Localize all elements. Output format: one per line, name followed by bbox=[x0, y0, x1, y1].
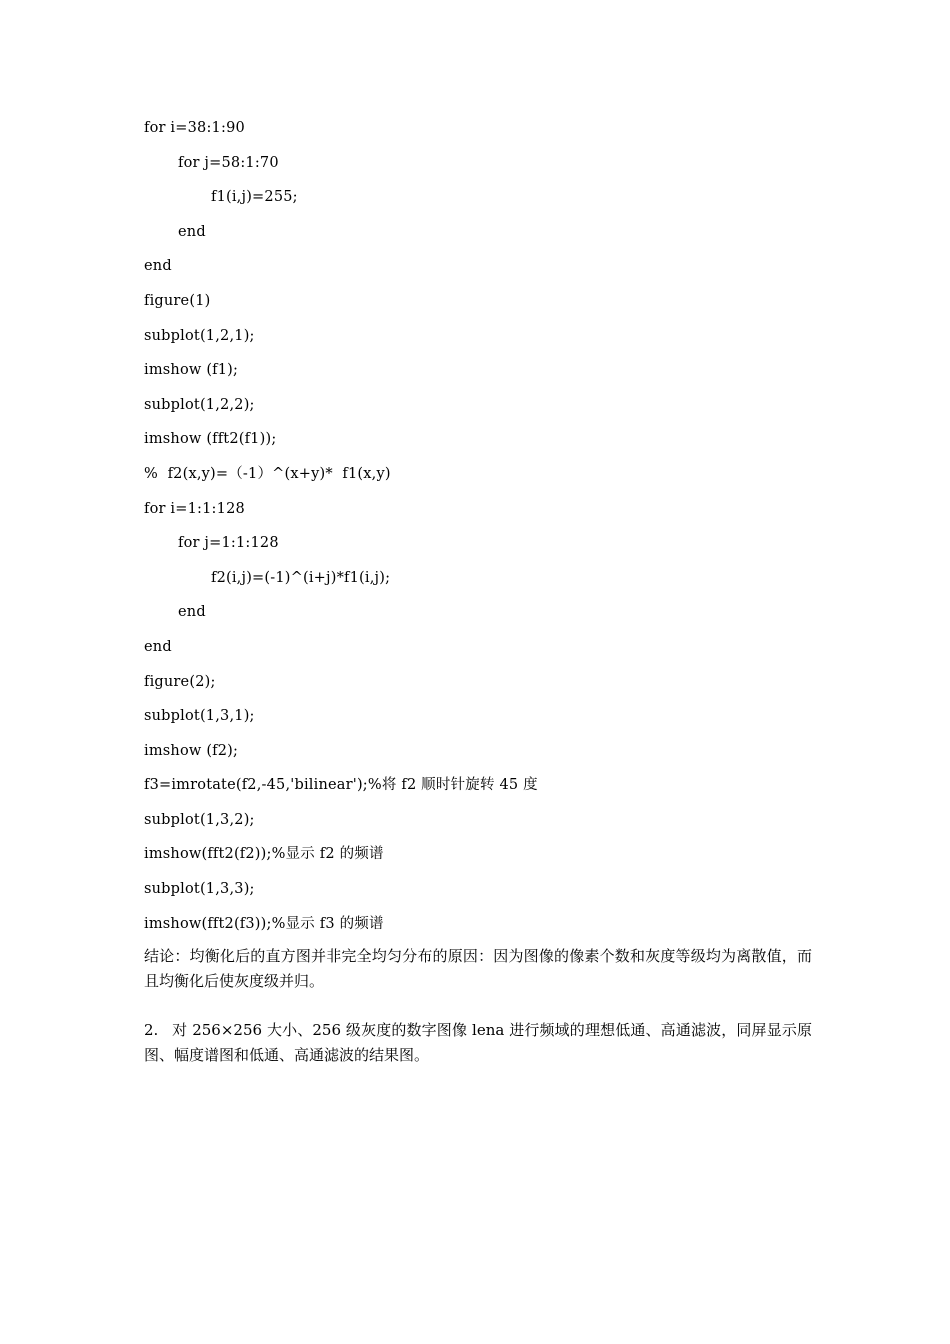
task-paragraph bbox=[144, 1018, 812, 1068]
code-line: imshow (fft2(f1)); bbox=[144, 431, 277, 448]
code-line: imshow (f2); bbox=[144, 742, 239, 759]
code-line: for i=1:1:128 bbox=[144, 500, 245, 517]
code-line: subplot(1,3,2); bbox=[144, 811, 255, 828]
code-line: end bbox=[178, 604, 206, 621]
code-line: for j=58:1:70 bbox=[178, 154, 279, 171]
code-line: imshow(fft2(f2));%显示 f2 的频谱 bbox=[144, 846, 384, 863]
code-line: subplot(1,3,3); bbox=[144, 881, 255, 898]
code-line: f2(i,j)=(-1)^(i+j)*f1(i,j); bbox=[211, 569, 391, 586]
code-line: end bbox=[178, 223, 206, 240]
code-line: f1(i,j)=255; bbox=[211, 189, 298, 206]
code-comment-line: % f2(x,y)=（-1）^(x+y)* f1(x,y) bbox=[144, 465, 391, 482]
code-line: imshow (f1); bbox=[144, 362, 239, 379]
code-line: imshow(fft2(f3));%显示 f3 的频谱 bbox=[144, 915, 384, 932]
code-line: f3=imrotate(f2,-45,'bilinear');%将 f2 顺时针旋转 45 度 bbox=[144, 777, 538, 794]
code-line: end bbox=[144, 638, 172, 655]
code-line: figure(2); bbox=[144, 673, 216, 690]
code-line: subplot(1,2,1); bbox=[144, 327, 255, 344]
code-line: for j=1:1:128 bbox=[178, 535, 279, 552]
matlab-code-block bbox=[144, 117, 824, 947]
code-line: subplot(1,3,1); bbox=[144, 708, 255, 725]
code-line: figure(1) bbox=[144, 292, 211, 309]
conclusion-paragraph: 结论：均衡化后的直方图并非完全均匀分布的原因：因为图像的像素个数和灰度等级均为离散值，而且均衡化后使灰度级并归。 bbox=[144, 947, 812, 990]
code-line: end bbox=[144, 258, 172, 275]
code-line: for i=38:1:90 bbox=[144, 120, 245, 136]
code-line: subplot(1,2,2); bbox=[144, 396, 255, 413]
task-text: 对 256×256 大小、256 级灰度的数字图像 lena 进行频域的理想低通、高通滤波，同屏显示原图、幅度谱图和低通、高通滤波的结果图。 bbox=[144, 1021, 812, 1064]
task-number: 2. bbox=[144, 1021, 159, 1039]
